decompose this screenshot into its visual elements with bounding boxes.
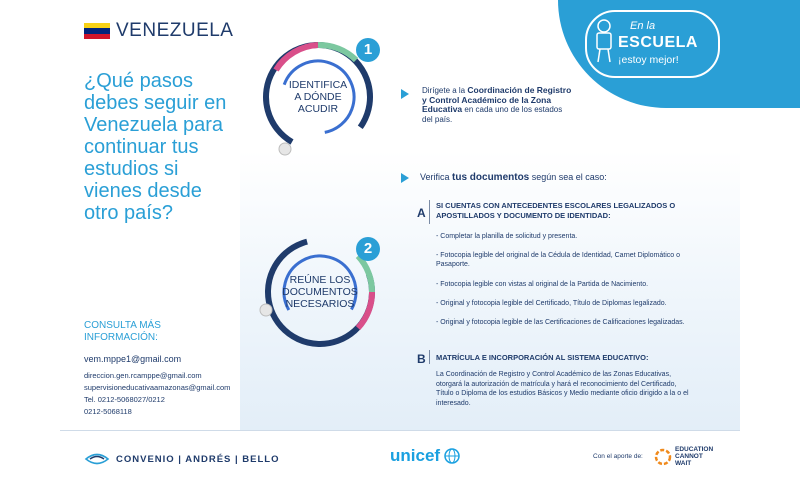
step-1-number: 1 <box>356 38 380 62</box>
convenio-text: CONVENIO | ANDRÉS | BELLO <box>116 453 280 465</box>
step-2-intro: Verifica tus documentos según sea el caso: <box>420 172 607 183</box>
contact-phone-2: 0212-5068118 <box>84 407 132 416</box>
arrow-icon <box>401 173 409 183</box>
page-headline: ¿Qué pasos debes seguir en Venezuela para continuar tus estudios si vienes desde otro país? <box>84 70 227 224</box>
country-header <box>84 20 233 42</box>
contact-email-2[interactable]: direccion.gen.rcamppe@gmail.com <box>84 371 202 380</box>
cab-logo-icon <box>84 452 110 466</box>
country-name: VENEZUELA <box>116 20 234 41</box>
section-a-title: SI CUENTAS CON ANTECEDENTES ESCOLARES LEGALIZADOS O APOSTILLADOS Y DOCUMENTO DE IDENTIDAD: <box>436 201 676 220</box>
step-1-text: Dirígete a la Coordinación de Registro y Control Académico de la Zona Educativa en cada uno de los estados del país. <box>422 85 572 124</box>
section-a-divider <box>429 200 430 224</box>
arrow-icon <box>401 89 409 99</box>
support-label: Con el aporte de: <box>593 453 643 460</box>
banner-line-3: ¡estoy mejor! <box>618 54 679 66</box>
unicef-globe-icon <box>444 448 460 464</box>
contact-email-3[interactable]: supervisioneducativaamazonas@gmail.com <box>84 383 231 392</box>
requirement-item: - Original y fotocopia legible del Certificado, Título de Diplomas legalizado. <box>436 300 667 307</box>
section-b-letter: B <box>417 352 426 366</box>
ecw-text: EDUCATION CANNOT WAIT <box>675 446 714 467</box>
requirement-item: - Completar la planilla de solicitud y presenta. <box>436 233 578 240</box>
section-b-text: La Coordinación de Registro y Control Académico de las Zonas Educativas, otorgará la autorización de matrícula y hará el reconocimiento del Certificado, Título o Diploma de los estudios Básicos y Medio mediante oficio dirigido a la o el interesado. <box>436 371 689 407</box>
banner-line-1: En la <box>630 20 656 32</box>
contact-email-main[interactable]: vem.mppe1@gmail.com <box>84 354 182 364</box>
venezuela-flag-icon <box>84 23 110 39</box>
step-2-number: 2 <box>356 237 380 261</box>
contact-phone-1: Tel. 0212-5068027/0212 <box>84 395 165 404</box>
ecw-logo-icon <box>654 448 672 466</box>
contact-details <box>84 370 230 418</box>
section-b-divider <box>429 350 430 364</box>
section-b-title: MATRÍCULA E INCORPORACIÓN AL SISTEMA EDUCATIVO: <box>436 353 649 362</box>
requirement-item: - Fotocopia legible con vistas al original de la Partida de Nacimiento. <box>436 281 649 288</box>
convenio-andres-bello-logo <box>84 452 280 466</box>
section-a-letter: A <box>417 206 426 220</box>
contact-title: CONSULTA MÁS INFORMACIÓN: <box>84 320 161 343</box>
step-1-label: IDENTIFICA A DÓNDE ACUDIR <box>288 79 348 115</box>
student-illustration-icon <box>591 18 617 64</box>
requirement-item: - Original y fotocopia legible de las Certificaciones de Calificaciones legalizadas. <box>436 319 685 326</box>
requirement-item: - Fotocopia legible del original de la Cédula de Identidad, Carnet Diplomático o Pasaporte. <box>436 252 680 268</box>
footer-divider <box>60 430 740 431</box>
unicef-logo <box>390 446 460 466</box>
banner-line-2: ESCUELA <box>618 34 698 51</box>
education-cannot-wait-logo <box>654 446 721 467</box>
step-2-label: REÚNE LOS DOCUMENTOS NECESARIOS <box>282 274 358 310</box>
unicef-text: unicef <box>390 446 441 465</box>
